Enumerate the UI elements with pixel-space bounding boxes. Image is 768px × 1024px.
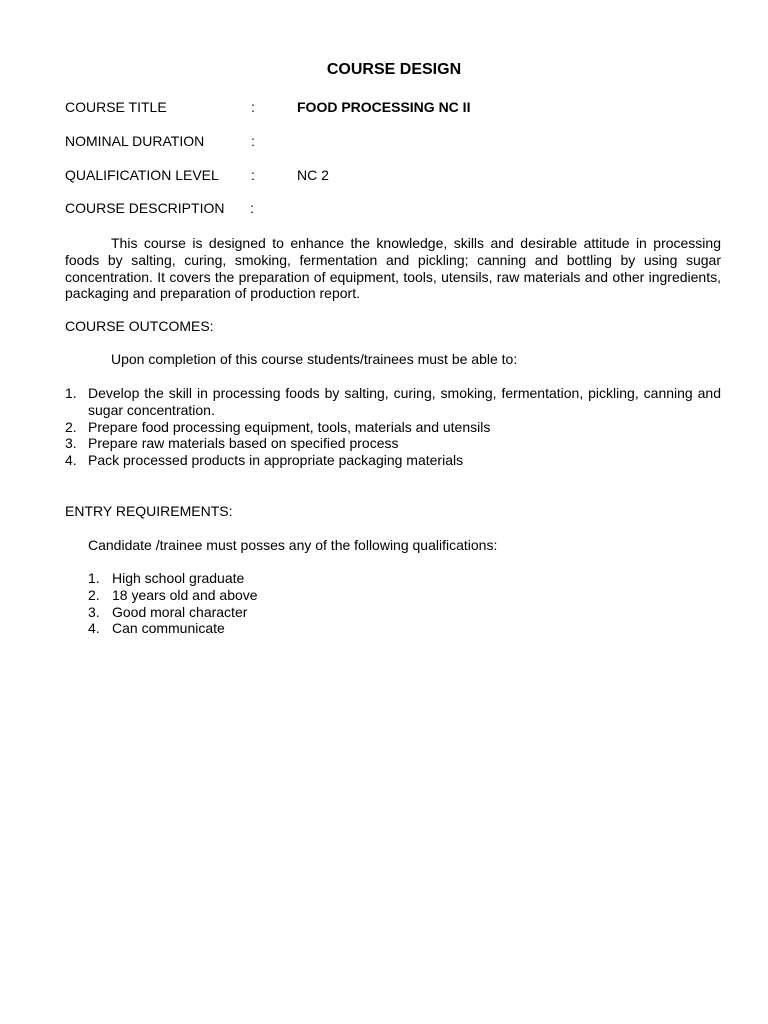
list-item [88, 620, 488, 637]
list-item-text: Pack processed products in appropriate packaging materials [88, 452, 464, 469]
course-description-label: COURSE DESCRIPTION [65, 200, 225, 216]
course-outcomes-heading: COURSE OUTCOMES: [65, 318, 214, 334]
list-item-text: 18 years old and above [112, 586, 258, 603]
list-item-text: Prepare raw materials based on specified process [88, 435, 399, 452]
list-item-number: 2. [65, 418, 77, 435]
qualification-level-label: QUALIFICATION LEVEL [65, 167, 219, 183]
list-item-text: Can communicate [112, 620, 225, 637]
course-outcomes-list [65, 385, 721, 469]
list-item [65, 435, 721, 452]
course-description-text: This course is designed to enhance the knowledge, skills and desirable attitude in processing foods by salting, curing, smoking, fermentation and pickling; canning and bottling by using sugar concentration. It covers the preparation of equipment, tools, utensils, raw materials and other ingredients, packaging and preparation of production report. [65, 235, 721, 302]
list-item [88, 587, 488, 604]
course-title-colon: : [251, 99, 255, 115]
list-item-number: 3. [65, 435, 77, 452]
nominal-duration-label: NOMINAL DURATION [65, 133, 205, 149]
entry-requirements-list [88, 570, 488, 637]
entry-requirements-intro: Candidate /trainee must posses any of the following qualifications: [88, 537, 498, 553]
list-item-text: High school graduate [112, 570, 245, 586]
list-item [65, 452, 721, 469]
entry-requirements-heading: ENTRY REQUIREMENTS: [65, 503, 233, 519]
list-item-text: Develop the skill in processing foods by salting, curing, smoking, fermentation, pickling, canning and sugar concentration. [88, 385, 721, 418]
list-item-number: 3. [88, 603, 100, 620]
course-description-paragraph [65, 235, 721, 302]
qualification-level-colon: : [251, 167, 255, 183]
list-item-number: 2. [88, 586, 100, 603]
list-item-number: 4. [65, 452, 77, 469]
list-item [65, 419, 721, 436]
list-item-number: 1. [65, 385, 77, 401]
list-item-text: Prepare food processing equipment, tools, materials and utensils [88, 418, 491, 435]
nominal-duration-colon: : [251, 133, 255, 149]
list-item [65, 385, 721, 419]
list-item [88, 604, 488, 621]
qualification-level-value: NC 2 [297, 167, 329, 183]
list-item-number: 1. [88, 570, 100, 586]
course-title-label: COURSE TITLE [65, 99, 167, 115]
course-description-colon: : [250, 200, 254, 216]
course-title-value: FOOD PROCESSING NC II [297, 99, 471, 115]
course-outcomes-intro: Upon completion of this course students/trainees must be able to: [111, 351, 518, 367]
list-item [88, 570, 488, 587]
list-item-number: 4. [88, 620, 100, 637]
document-title: COURSE DESIGN [326, 61, 462, 78]
list-item-text: Good moral character [112, 603, 248, 620]
